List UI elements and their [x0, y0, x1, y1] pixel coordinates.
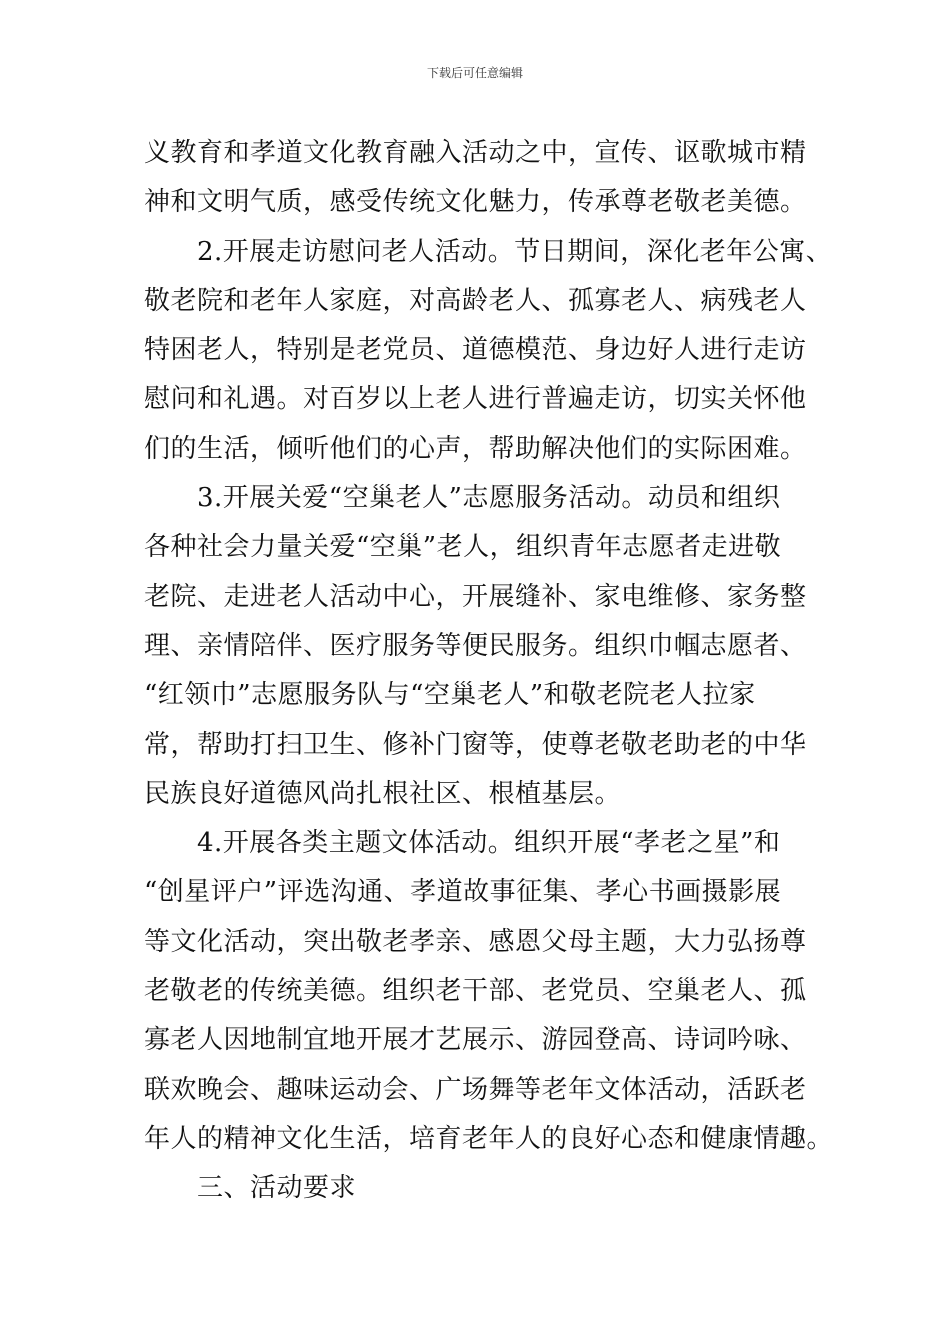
text-line: 敬老院和老年人家庭，对高龄老人、孤寡老人、病残老人: [144, 285, 807, 316]
text-line: 寡老人因地制宜地开展才艺展示、游园登高、诗词吟咏、: [144, 1025, 807, 1056]
text-line: 慰问和礼遇。对百岁以上老人进行普遍走访，切实关怀他: [144, 384, 807, 415]
paragraph-start-line: 2.开展走访慰问老人活动。节日期间，深化老年公寓、: [197, 236, 833, 267]
text-line: 年人的精神文化生活，培育老年人的良好心态和健康情趣。: [144, 1123, 834, 1154]
text-line: 老院、走进老人活动中心，开展缝补、家电维修、家务整: [144, 581, 807, 612]
text-line: 等文化活动，突出敬老孝亲、感恩父母主题，大力弘扬尊: [144, 926, 807, 957]
text-line: 老敬老的传统美德。组织老干部、老党员、空巢老人、孤: [144, 976, 807, 1007]
text-line: 常，帮助打扫卫生、修补门窗等，使尊老敬老助老的中华: [144, 729, 807, 760]
text-line: 神和文明气质，感受传统文化魅力，传承尊老敬老美德。: [144, 187, 807, 218]
text-line: 各种社会力量关爱“空巢”老人，组织青年志愿者走进敬: [144, 532, 782, 563]
text-line: 义教育和孝道文化教育融入活动之中，宣传、讴歌城市精: [144, 138, 807, 168]
text-line: 们的生活，倾听他们的心声，帮助解决他们的实际困难。: [144, 433, 807, 464]
text-line: 理、亲情陪伴、医疗服务等便民服务。组织巾帼志愿者、: [144, 630, 807, 661]
document-body: [144, 129, 834, 1214]
text-line: 联欢晚会、趣味运动会、广场舞等老年文体活动，活跃老: [144, 1074, 807, 1105]
paragraph-start-line: 3.开展关爱“空巢老人”志愿服务活动。动员和组织: [197, 483, 781, 514]
page-header: 下载后可任意编辑: [426, 66, 523, 80]
text-line: 特困老人，特别是老党员、道德模范、身边好人进行走访: [144, 335, 807, 366]
text-line: “红领巾”志愿服务队与“空巢老人”和敬老院老人拉家: [144, 680, 756, 711]
text-line: “创星评户”评选沟通、孝道故事征集、孝心书画摄影展: [144, 877, 782, 908]
paragraph-start-line: 4.开展各类主题文体活动。组织开展“孝老之星”和: [197, 828, 781, 859]
text-line: 民族良好道德风尚扎根社区、根植基层。: [144, 778, 622, 809]
section-heading: 三、活动要求: [197, 1173, 357, 1204]
